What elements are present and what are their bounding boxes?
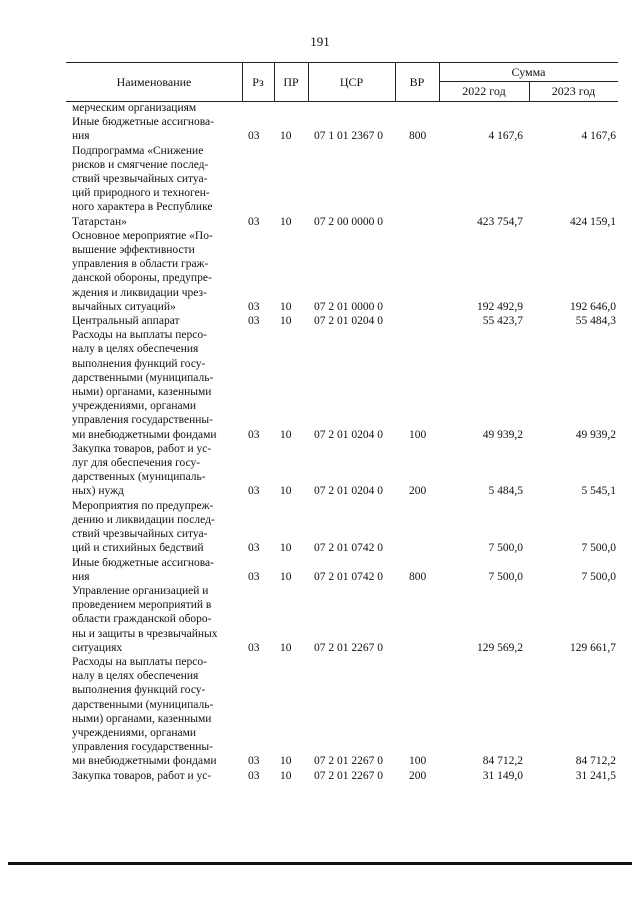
table-header (66, 62, 618, 102)
row-name-line: ми внебюджетными фондами (72, 755, 217, 768)
row-name-line: дарственными (муниципаль- (72, 698, 214, 711)
row-rz: 03 (248, 315, 260, 328)
row-sum-2022: 423 754,7 (477, 215, 523, 228)
header-csr: ЦСР (339, 74, 364, 89)
row-name (72, 101, 240, 115)
row-name-line: Мероприятия по предупреж- (72, 499, 214, 512)
page-number: 191 (310, 34, 330, 49)
row-csr: 07 2 01 0204 0 (314, 428, 383, 441)
row-name-line: Татарстан» (72, 215, 127, 228)
row-sum-2022: 7 500,0 (488, 570, 523, 583)
table-row (0, 556, 640, 584)
row-name-line: ного характера в Республике (72, 201, 213, 214)
row-sum-2023: 5 545,1 (581, 485, 616, 498)
row-pr: 10 (280, 641, 292, 654)
row-sum-2023: 84 712,2 (575, 755, 616, 768)
row-rz: 03 (248, 485, 260, 498)
row-name-line: учреждениями, органами (72, 726, 197, 739)
row-csr: 07 2 01 0742 0 (314, 570, 383, 583)
row-rz: 03 (248, 215, 260, 228)
row-vr: 100 (409, 755, 427, 768)
row-name (72, 328, 240, 442)
row-name-line: ния (72, 570, 90, 583)
row-sum-2022: 5 484,5 (488, 485, 523, 498)
row-name-line: ций и стихийных бедствий (72, 542, 204, 555)
row-name-line: Иные бюджетные ассигнова- (72, 116, 214, 129)
row-pr: 10 (280, 130, 292, 143)
table-row (0, 499, 640, 556)
row-rz: 03 (248, 130, 260, 143)
row-pr: 10 (280, 315, 292, 328)
row-rz: 03 (248, 755, 260, 768)
row-name-line: ния (72, 130, 90, 143)
row-pr: 10 (280, 542, 292, 555)
row-sum-2023: 31 241,5 (575, 769, 616, 782)
row-sum-2022: 192 492,9 (477, 300, 523, 313)
row-name-line: Расходы на выплаты персо- (72, 655, 207, 668)
row-name-line: данской обороны, предупре- (72, 272, 212, 285)
row-pr: 10 (280, 769, 292, 782)
row-name-line: Подпрограмма «Снижение (72, 144, 204, 157)
row-sum-2023: 4 167,6 (581, 130, 616, 143)
row-pr: 10 (280, 300, 292, 313)
header-name: Наименование (116, 74, 192, 89)
row-pr: 10 (280, 215, 292, 228)
row-name-line: дарственных (муниципаль- (72, 471, 206, 484)
row-name-line: мерческим организациям (72, 102, 197, 114)
header-vr: ВР (409, 74, 425, 89)
row-csr: 07 2 01 2267 0 (314, 755, 383, 768)
row-sum-2023: 55 484,3 (575, 315, 616, 328)
row-csr: 07 1 01 2367 0 (314, 130, 383, 143)
row-name-line: ствий чрезвычайных ситуа- (72, 528, 208, 541)
row-name-line: Основное мероприятие «По- (72, 229, 213, 242)
table-row (0, 314, 640, 328)
row-name-line: ны и защиты в чрезвычайных (72, 627, 218, 640)
row-sum-2023: 7 500,0 (581, 570, 616, 583)
row-pr: 10 (280, 570, 292, 583)
row-csr: 07 2 00 0000 0 (314, 215, 383, 228)
row-csr: 07 2 01 0204 0 (314, 315, 383, 328)
row-rz: 03 (248, 300, 260, 313)
row-pr: 10 (280, 485, 292, 498)
row-name-line: Закупка товаров, работ и ус- (72, 769, 212, 782)
row-name-line: выполнения функций госу- (72, 357, 206, 370)
row-name-line: ствий чрезвычайных ситуа- (72, 173, 208, 186)
row-pr: 10 (280, 755, 292, 768)
row-name (72, 769, 240, 783)
row-name (72, 229, 240, 314)
table-body (0, 101, 640, 783)
row-csr: 07 2 01 0742 0 (314, 542, 383, 555)
row-name-line: вычайных ситуаций» (72, 300, 176, 313)
row-name-line: дению и ликвидации послед- (72, 513, 215, 526)
row-sum-2022: 31 149,0 (482, 769, 523, 782)
row-name-line: налу в целях обеспечения (72, 670, 199, 683)
row-sum-2022: 84 712,2 (482, 755, 523, 768)
row-name (72, 499, 240, 556)
table-row (0, 328, 640, 442)
row-sum-2023: 424 159,1 (570, 215, 616, 228)
row-name (72, 144, 240, 229)
table-row (0, 655, 640, 769)
row-rz: 03 (248, 570, 260, 583)
row-csr: 07 2 01 2267 0 (314, 641, 383, 654)
row-name-line: управления государственны- (72, 414, 213, 427)
row-csr: 07 2 01 2267 0 (314, 769, 383, 782)
row-vr: 800 (409, 130, 427, 143)
row-vr: 200 (409, 769, 427, 782)
row-sum-2022: 55 423,7 (482, 315, 523, 328)
row-name-line: области гражданской оборо- (72, 613, 212, 626)
row-sum-2022: 4 167,6 (488, 130, 523, 143)
header-year-2023: 2023 год (551, 84, 596, 98)
header-pr: ПР (283, 74, 299, 89)
row-sum-2023: 49 939,2 (575, 428, 616, 441)
row-name-line: ми внебюджетными фондами (72, 428, 217, 441)
header-sum: Сумма (511, 64, 546, 79)
row-csr: 07 2 01 0000 0 (314, 300, 383, 313)
row-rz: 03 (248, 428, 260, 441)
row-name (72, 115, 240, 143)
row-name-line: ций природного и техноген- (72, 187, 210, 200)
row-name (72, 655, 240, 769)
table-row (0, 144, 640, 229)
row-name-line: управления государственны- (72, 741, 213, 754)
row-name-line: проведением мероприятий в (72, 599, 212, 612)
table-row (0, 101, 640, 115)
row-name-line: Расходы на выплаты персо- (72, 329, 207, 342)
row-sum-2023: 7 500,0 (581, 542, 616, 555)
row-vr: 800 (409, 570, 427, 583)
row-name (72, 442, 240, 499)
row-vr: 200 (409, 485, 427, 498)
row-rz: 03 (248, 542, 260, 555)
row-name (72, 556, 240, 584)
row-name-line: ными) органами, казенными (72, 386, 212, 399)
row-sum-2022: 129 569,2 (477, 641, 523, 654)
row-name (72, 314, 240, 328)
row-pr: 10 (280, 428, 292, 441)
row-sum-2022: 49 939,2 (482, 428, 523, 441)
row-name-line: налу в целях обеспечения (72, 343, 199, 356)
row-name-line: луг для обеспечения госу- (72, 457, 201, 470)
row-name-line: ных) нужд (72, 485, 124, 498)
header-rz: Рз (252, 74, 264, 89)
header-year-2022: 2022 год (462, 84, 506, 98)
table-row (0, 442, 640, 499)
table-row (0, 115, 640, 143)
row-name-line: рисков и смягчение послед- (72, 158, 209, 171)
row-sum-2023: 129 661,7 (570, 641, 616, 654)
row-name (72, 584, 240, 655)
row-vr: 100 (409, 428, 427, 441)
row-sum-2022: 7 500,0 (488, 542, 523, 555)
row-csr: 07 2 01 0204 0 (314, 485, 383, 498)
row-name-line: ждения и ликвидации чрез- (72, 286, 207, 299)
row-name-line: вышение эффективности (72, 244, 195, 257)
table-row (0, 584, 640, 655)
table-row (0, 229, 640, 314)
row-name-line: учреждениями, органами (72, 400, 197, 413)
row-name-line: Центральный аппарат (72, 315, 180, 328)
row-sum-2023: 192 646,0 (570, 300, 616, 313)
row-name-line: Закупка товаров, работ и ус- (72, 442, 212, 455)
row-name-line: ситуациях (72, 641, 123, 654)
row-name-line: Иные бюджетные ассигнова- (72, 556, 214, 569)
row-name-line: ными) органами, казенными (72, 712, 212, 725)
row-rz: 03 (248, 769, 260, 782)
table-row (0, 769, 640, 783)
row-rz: 03 (248, 641, 260, 654)
row-name-line: дарственными (муниципаль- (72, 371, 214, 384)
row-name-line: Управление организацией и (72, 584, 209, 597)
row-name-line: выполнения функций госу- (72, 684, 206, 697)
bottom-rule (8, 862, 632, 865)
row-name-line: управления в области граж- (72, 258, 209, 271)
